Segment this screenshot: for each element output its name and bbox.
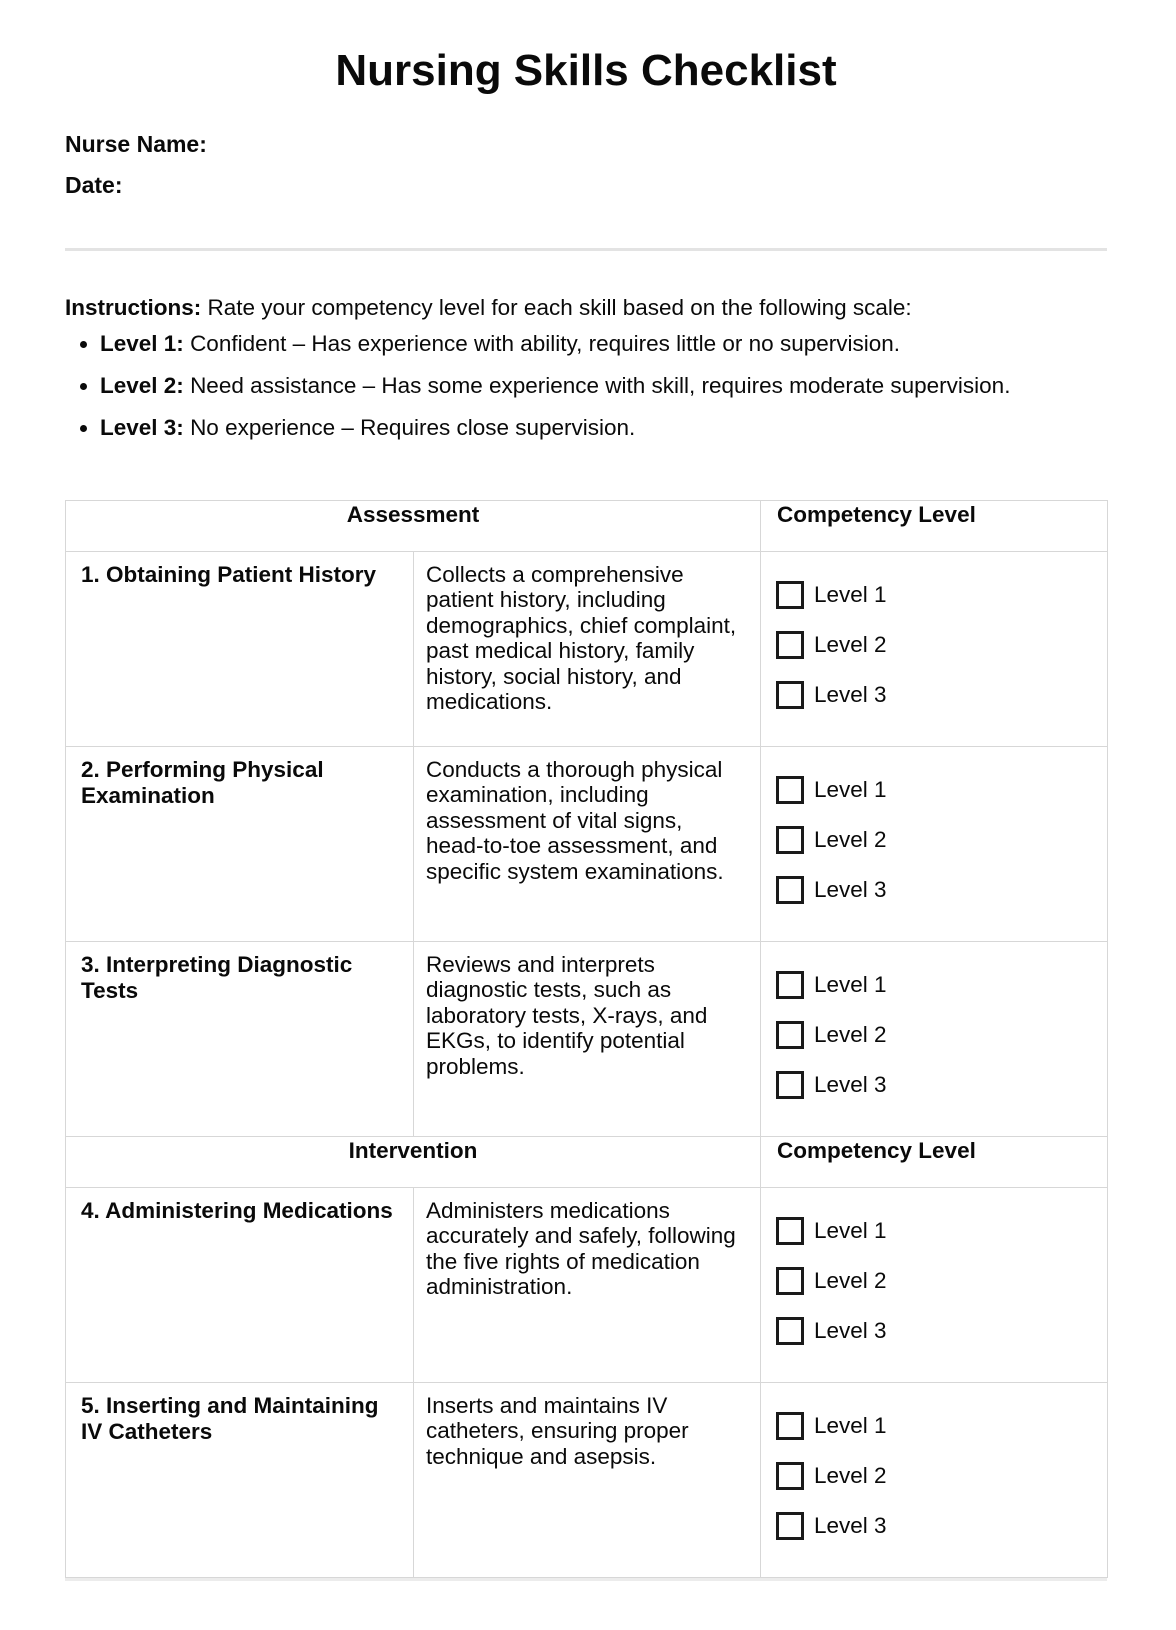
level-2-checkbox[interactable] — [776, 826, 804, 854]
competency-options — [761, 1187, 1108, 1382]
skill-description: Conducts a thorough physical examination, including assessment of vital signs, head-to-toe assessment, and specific system examinations. — [414, 746, 761, 941]
competency-options — [761, 551, 1108, 746]
checkbox-label: Level 2 — [814, 1267, 887, 1293]
skill-name: 3. Interpreting Diagnostic Tests — [66, 941, 414, 1136]
skill-description: Inserts and maintains IV catheters, ensuring proper technique and asepsis. — [414, 1382, 761, 1577]
competency-options — [761, 941, 1108, 1136]
competency-option-level-1 — [776, 968, 1097, 1002]
competency-level-header: Competency Level — [761, 500, 1108, 551]
competency-option-level-1 — [776, 578, 1097, 612]
checkbox-label: Level 2 — [814, 826, 887, 852]
competency-option-level-2 — [776, 1264, 1097, 1298]
page-title: Nursing Skills Checklist — [335, 46, 837, 95]
checkbox-label: Level 2 — [814, 1021, 887, 1047]
checkbox-label: Level 2 — [814, 1462, 887, 1488]
level-3-checkbox[interactable] — [776, 681, 804, 709]
section-header-row-assessment — [66, 500, 1108, 551]
competency-option-level-2 — [776, 628, 1097, 662]
checkbox-label: Level 1 — [814, 971, 887, 997]
checkbox-label: Level 3 — [814, 1071, 887, 1097]
checkbox-label: Level 2 — [814, 631, 887, 657]
level-3-checkbox[interactable] — [776, 876, 804, 904]
skill-row-2-performing-physical-examination — [66, 746, 1108, 941]
level-2-checkbox[interactable] — [776, 1267, 804, 1295]
level-3-checkbox[interactable] — [776, 1317, 804, 1345]
section-header-assessment: Assessment — [66, 500, 761, 551]
skill-row-5-inserting-and-maintaining-iv-catheters — [66, 1382, 1108, 1577]
checkbox-label: Level 1 — [814, 1217, 887, 1243]
scale-item-lead: Level 1: — [100, 330, 184, 356]
skill-description: Collects a comprehensive patient history, including demographics, chief complaint, past medical history, family history, social history, and medications. — [414, 551, 761, 746]
checkbox-label: Level 3 — [814, 1317, 887, 1343]
checkbox-label: Level 1 — [814, 581, 887, 607]
competency-option-level-2 — [776, 1459, 1097, 1493]
competency-option-level-1 — [776, 1409, 1097, 1443]
level-3-checkbox[interactable] — [776, 1512, 804, 1540]
level-1-checkbox[interactable] — [776, 581, 804, 609]
scale-item-level-1 — [100, 331, 1107, 357]
competency-option-level-3 — [776, 1509, 1097, 1543]
scale-item-lead: Level 2: — [100, 372, 184, 398]
scale-item-level-3 — [100, 415, 1107, 441]
skill-row-4-administering-medications — [66, 1187, 1108, 1382]
level-3-checkbox[interactable] — [776, 1071, 804, 1099]
competency-option-level-2 — [776, 1018, 1097, 1052]
scale-item-text: No experience – Requires close supervision. — [190, 414, 636, 440]
scale-item-lead: Level 3: — [100, 414, 184, 440]
skill-name: 2. Performing Physical Examination — [66, 746, 414, 941]
skill-name: 4. Administering Medications — [66, 1187, 414, 1382]
level-1-checkbox[interactable] — [776, 971, 804, 999]
competency-option-level-3 — [776, 873, 1097, 907]
instructions-paragraph — [65, 295, 1107, 321]
checkbox-label: Level 1 — [814, 776, 887, 802]
competency-option-level-1 — [776, 1214, 1097, 1248]
table-bottom-shadow — [65, 1578, 1107, 1581]
checkbox-label: Level 3 — [814, 876, 887, 902]
competency-level-header: Competency Level — [761, 1136, 1108, 1187]
checkbox-label: Level 3 — [814, 1512, 887, 1538]
scale-item-level-2 — [100, 373, 1107, 399]
horizontal-divider — [65, 248, 1107, 251]
level-2-checkbox[interactable] — [776, 1462, 804, 1490]
nurse-name-label: Nurse Name: — [65, 131, 207, 157]
section-header-intervention: Intervention — [66, 1136, 761, 1187]
skills-checklist-table — [65, 500, 1108, 1578]
scale-item-text: Need assistance – Has some experience with skill, requires moderate supervision. — [190, 372, 1011, 398]
header-fields — [65, 132, 1107, 197]
competency-option-level-3 — [776, 1068, 1097, 1102]
skill-row-3-interpreting-diagnostic-tests — [66, 941, 1108, 1136]
section-header-row-intervention — [66, 1136, 1108, 1187]
skill-name: 5. Inserting and Maintaining IV Catheters — [66, 1382, 414, 1577]
competency-options — [761, 1382, 1108, 1577]
skill-description: Reviews and interprets diagnostic tests, such as laboratory tests, X-rays, and EKGs, to identify potential problems. — [414, 941, 761, 1136]
level-scale-list — [65, 331, 1107, 441]
level-1-checkbox[interactable] — [776, 776, 804, 804]
competency-option-level-2 — [776, 823, 1097, 857]
checkbox-label: Level 1 — [814, 1412, 887, 1438]
competency-option-level-3 — [776, 678, 1097, 712]
date-label: Date: — [65, 172, 123, 198]
scale-item-text: Confident – Has experience with ability, requires little or no supervision. — [190, 330, 900, 356]
level-2-checkbox[interactable] — [776, 631, 804, 659]
checkbox-label: Level 3 — [814, 681, 887, 707]
skill-row-1-obtaining-patient-history — [66, 551, 1108, 746]
level-1-checkbox[interactable] — [776, 1412, 804, 1440]
competency-option-level-1 — [776, 773, 1097, 807]
instructions-lead: Instructions: — [65, 294, 202, 320]
instructions-text: Rate your competency level for each skill based on the following scale: — [207, 294, 912, 320]
competency-options — [761, 746, 1108, 941]
level-1-checkbox[interactable] — [776, 1217, 804, 1245]
skill-description: Administers medications accurately and safely, following the five rights of medication administration. — [414, 1187, 761, 1382]
skill-name: 1. Obtaining Patient History — [66, 551, 414, 746]
competency-option-level-3 — [776, 1314, 1097, 1348]
level-2-checkbox[interactable] — [776, 1021, 804, 1049]
